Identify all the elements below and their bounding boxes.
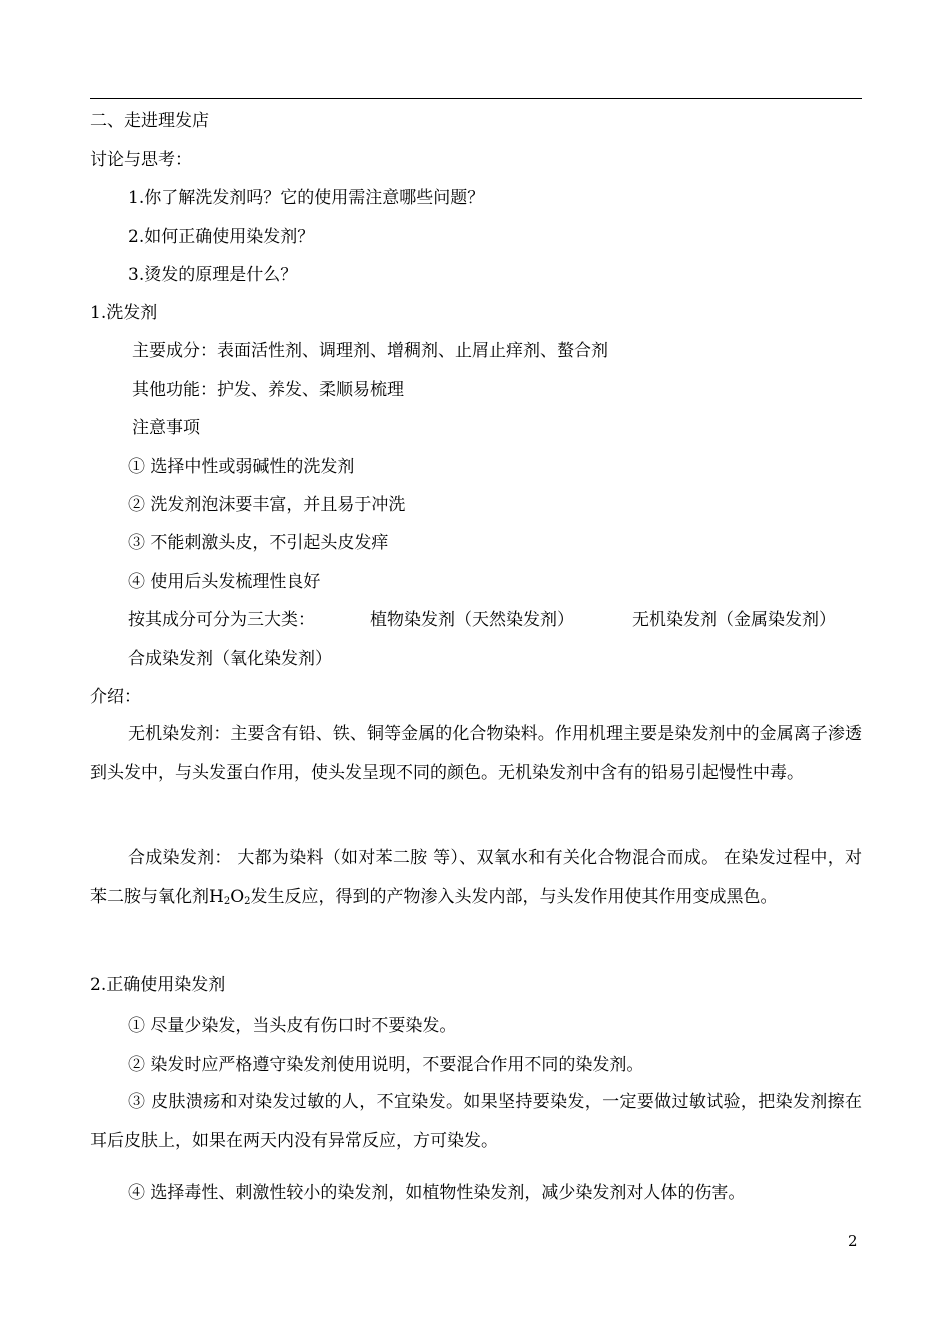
subscript: 2 [244,895,251,907]
dye-usage-item: ② 染发时应严格遵守染发剂使用说明，不要混合作用不同的染发剂。 [128,1055,644,1075]
section-title: 二、走进理发店 [90,111,209,131]
dye-usage-item: ③ 皮肤溃疡和对染发过敏的人，不宜染发。如果坚持要染发，一定要做过敏试验，把染发剂擦在耳后皮肤上，如果在两天内没有异常反应，方可染发。 [90,1092,862,1151]
discussion-question: 3.烫发的原理是什么？ [128,265,298,285]
shampoo-note: ② 洗发剂泡沫要丰富，并且易于冲洗 [128,495,406,515]
dye-class-plant: 植物染发剂（天然染发剂） [370,610,574,630]
synthetic-dye-paragraph [90,839,862,916]
shampoo-note: ④ 使用后头发梳理性良好 [128,572,321,592]
dye-class-inorganic: 无机染发剂（金属染发剂） [632,610,836,630]
discussion-question: 1.你了解洗发剂吗？它的使用需注意哪些问题？ [128,188,485,208]
shampoo-notes-heading: 注意事项 [132,418,200,438]
subscript: 2 [223,895,231,907]
shampoo-note: ① 选择中性或弱碱性的洗发剂 [128,457,355,477]
synthetic-text-after: 发生反应，得到的产物渗入头发内部，与头发作用使其作用变成黑色。 [250,886,778,907]
shampoo-heading: 1.洗发剂 [90,303,158,323]
dye-classes-intro: 按其成分可分为三大类： [128,610,315,630]
dye-usage-item: ① 尽量少染发，当头皮有伤口时不要染发。 [128,1016,457,1036]
header-rule [90,98,862,99]
discussion-question: 2.如何正确使用染发剂？ [128,227,315,247]
discussion-heading: 讨论与思考： [90,150,192,170]
synthetic-text-mid: O [230,886,245,907]
page-number: 2 [848,1232,858,1250]
shampoo-note: ③ 不能刺激头皮，不引起头皮发痒 [128,533,389,553]
dye-usage-heading: 2.正确使用染发剂 [90,975,226,995]
inorganic-dye-paragraph: 无机染发剂：主要含有铅、铁、铜等金属的化合物染料。作用机理主要是染发剂中的金属离子渗透到头发中，与头发蛋白作用，使头发呈现不同的颜色。无机染发剂中含有的铅易引起慢性中毒。 [90,724,862,783]
synthetic-text-before: 合成染发剂： 大都为染料（如对苯二胺 等）、双氧水和有关化合物混合而成。 在染发过程中，对苯二胺与氧化剂H [90,848,862,907]
dye-usage-item: ④ 选择毒性、刺激性较小的染发剂，如植物性染发剂，减少染发剂对人体的伤害。 [128,1183,746,1203]
shampoo-functions: 其他功能：护发、养发、柔顺易梳理 [132,380,404,400]
dye-class-synthetic: 合成染发剂（氧化染发剂） [128,649,332,669]
shampoo-components: 主要成分：表面活性剂、调理剂、增稠剂、止屑止痒剂、螯合剂 [132,341,608,361]
intro-heading: 介绍： [90,687,141,707]
